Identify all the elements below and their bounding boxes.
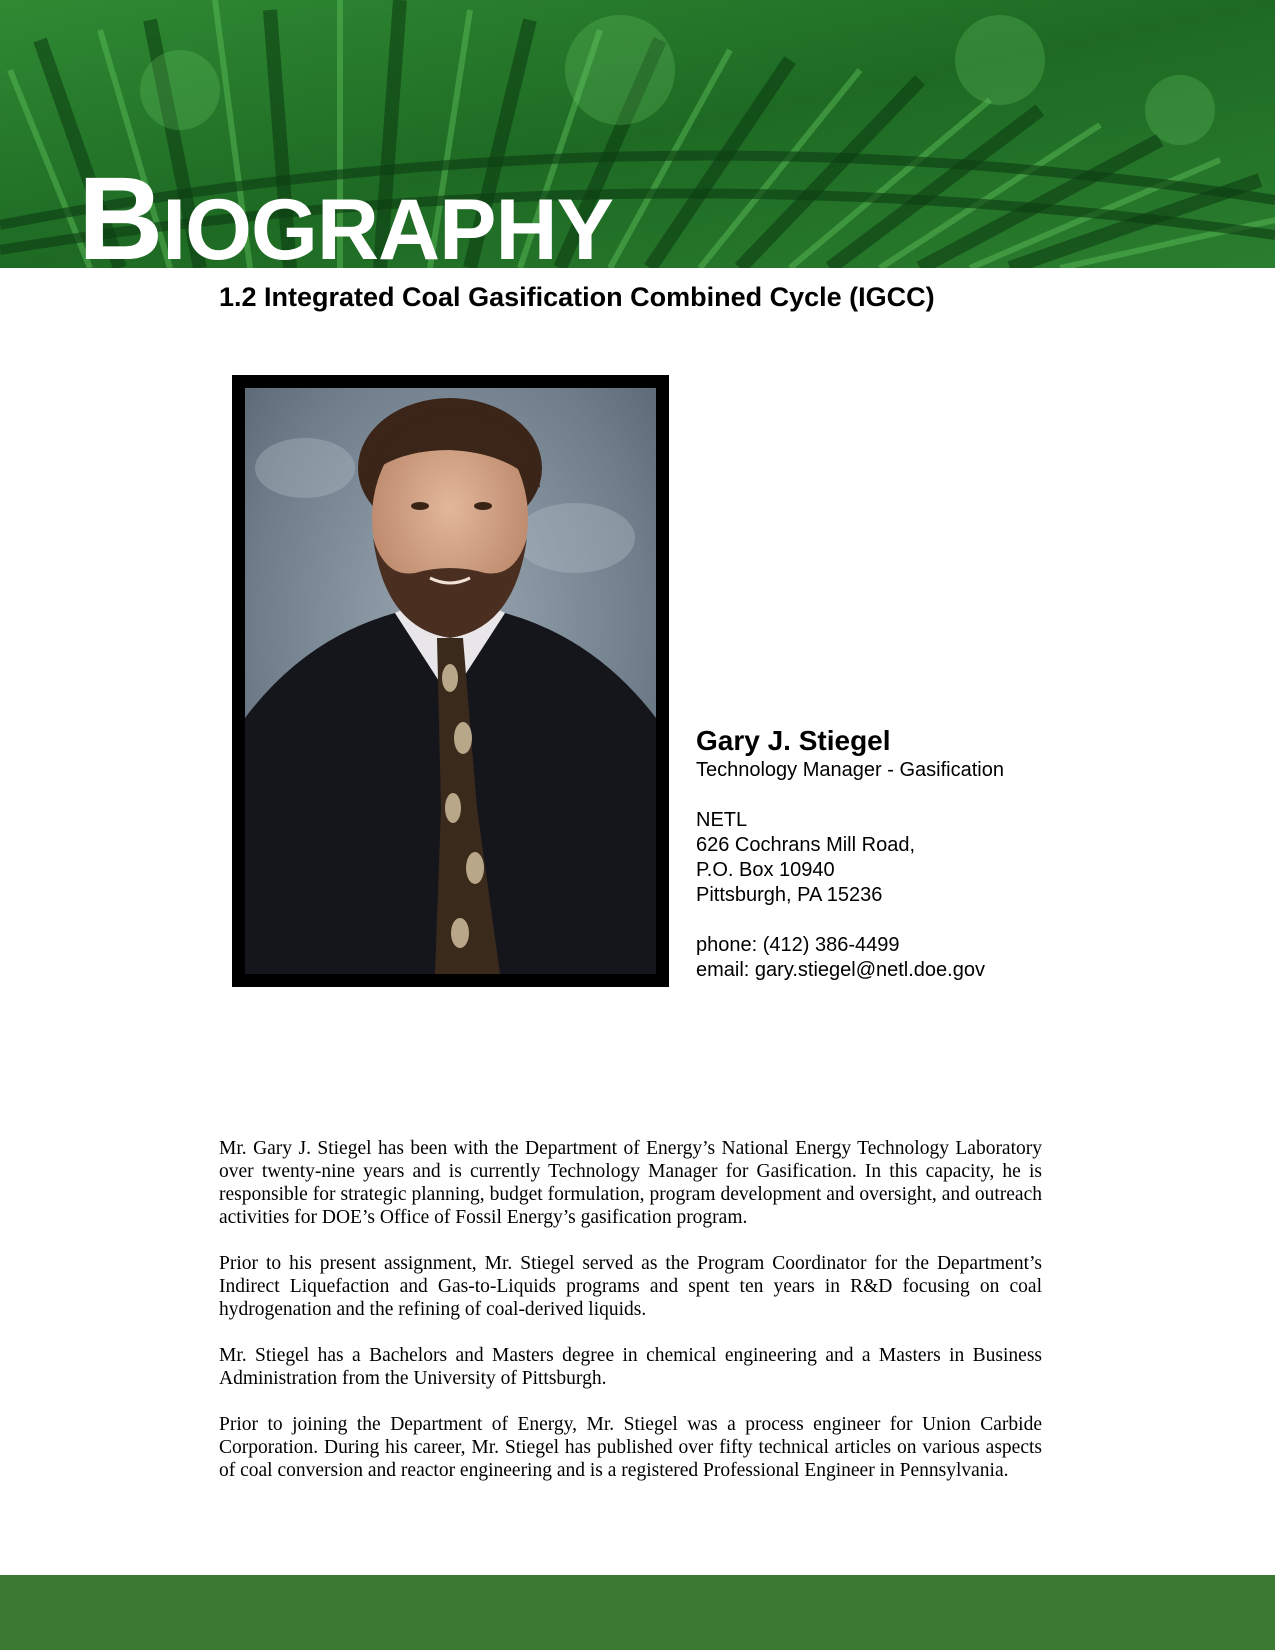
page-title xyxy=(78,153,613,285)
contact-email: email: gary.stiegel@netl.doe.gov xyxy=(696,959,985,981)
portrait-frame xyxy=(232,375,669,987)
bio-paragraph-2: Prior to his present assignment, Mr. Stiegel served as the Program Coordinator for the Department’s Indirect Liquefaction and Gas-to-Liquids programs and spent ten years in R&D focusing on coal hydrogenation and the refining of coal-derived liquids. xyxy=(219,1253,1042,1320)
portrait-photo xyxy=(245,388,656,974)
bio-paragraph-4: Prior to joining the Department of Energy, Mr. Stiegel was a process engineer for Union Carbide Corporation. During his career, Mr. Stiegel has published over fifty technical articles on various aspects of coal conversion and reactor engineering and is a registered Professional Engineer in Pennsylvania. xyxy=(219,1414,1042,1481)
bio-paragraph-1: Mr. Gary J. Stiegel has been with the Department of Energy’s National Energy Technology Laboratory over twenty-nine years and is currently Technology Manager for Gasification. In this capacity, he is responsible for strategic planning, budget formulation, program development and oversight, and outreach activities for DOE’s Office of Fossil Energy’s gasification program. xyxy=(219,1138,1042,1228)
contact-address-line1: 626 Cochrans Mill Road, xyxy=(696,834,915,856)
biography-text xyxy=(219,1137,1042,1505)
bio-paragraph-3: Mr. Stiegel has a Bachelors and Masters degree in chemical engineering and a Masters in Business Administration from the University of Pittsburgh. xyxy=(219,1345,1042,1389)
page-title-rest: IOGRAPHY xyxy=(162,182,613,278)
contact-org: NETL xyxy=(696,809,748,831)
contact-name: Gary J. Stiegel xyxy=(696,725,891,756)
contact-title: Technology Manager - Gasification xyxy=(696,759,1004,781)
contact-address-line3: Pittsburgh, PA 15236 xyxy=(696,884,883,906)
section-heading: 1.2 Integrated Coal Gasification Combined Cycle (IGCC) xyxy=(219,282,935,312)
page-title-initial: B xyxy=(78,153,163,285)
footer-bar xyxy=(0,1575,1275,1650)
contact-address-line2: P.O. Box 10940 xyxy=(696,859,835,881)
portrait-image xyxy=(245,388,656,974)
contact-block xyxy=(696,724,1116,983)
contact-phone: phone: (412) 386-4499 xyxy=(696,934,900,956)
